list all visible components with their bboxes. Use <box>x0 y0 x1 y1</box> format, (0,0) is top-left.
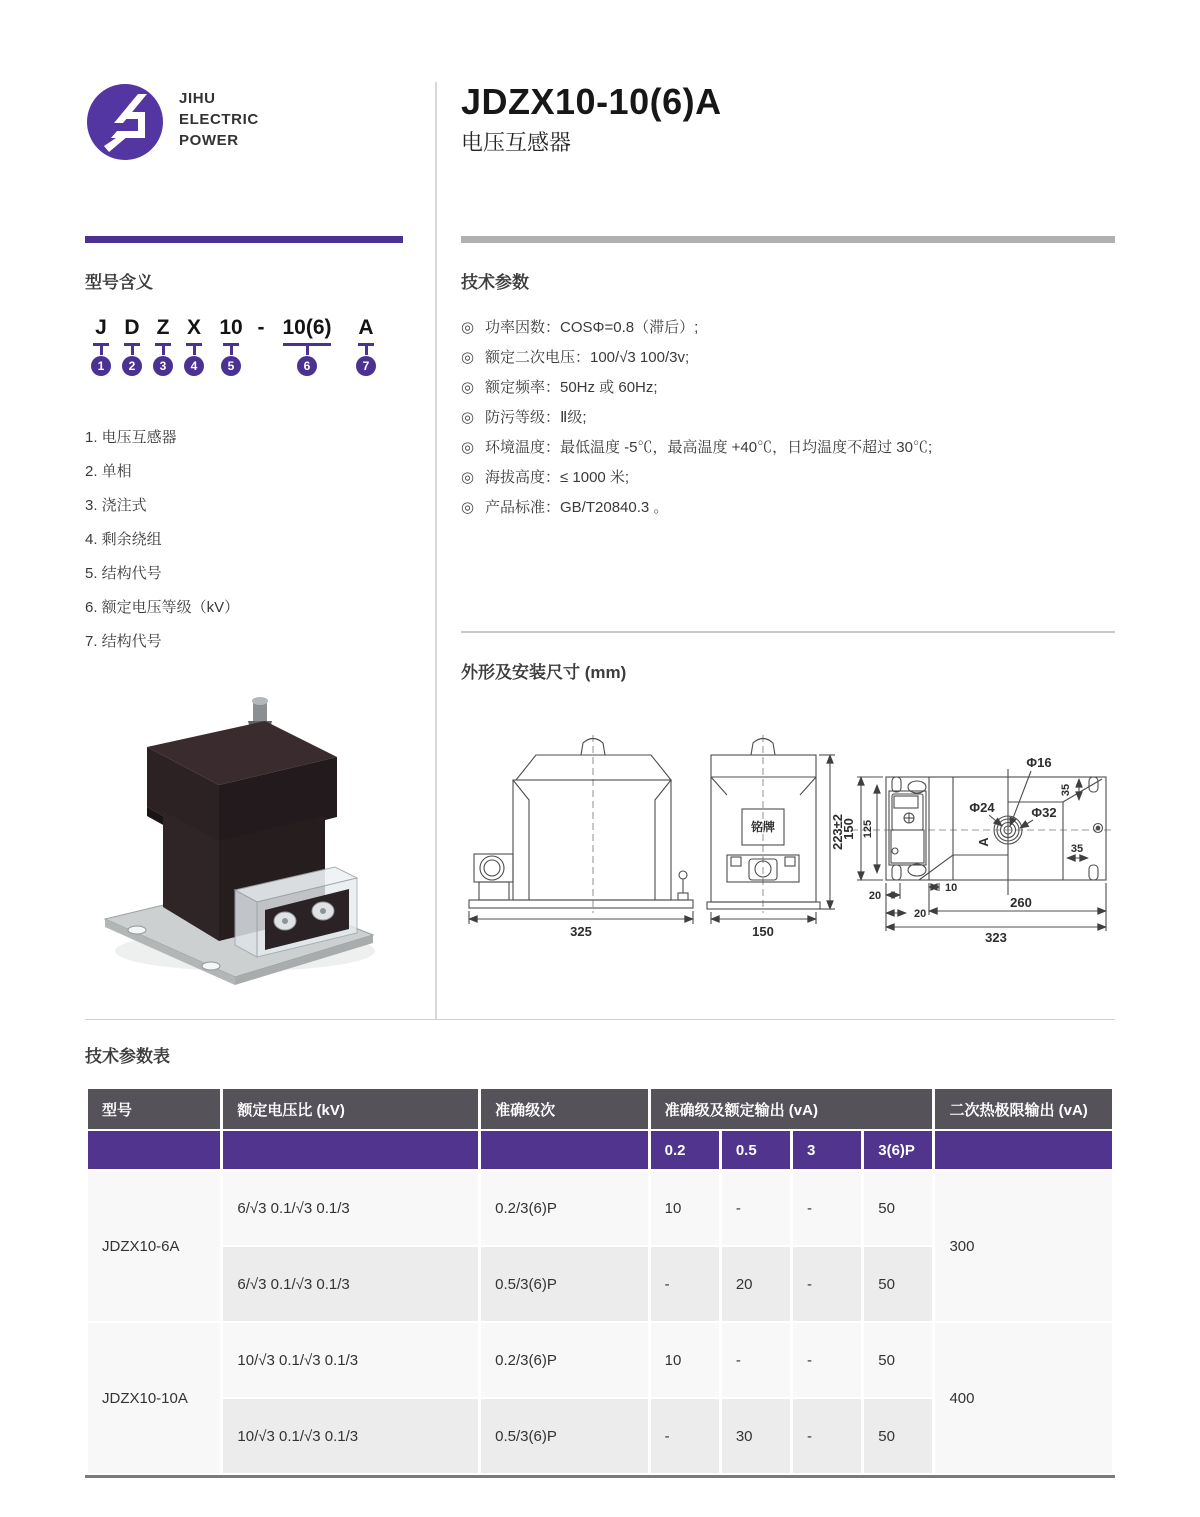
value-cell: 10 <box>651 1171 719 1245</box>
col-header-model: 型号 <box>88 1089 220 1129</box>
double-circle-bullet-icon: ◎ <box>461 319 475 336</box>
company-name <box>179 88 259 151</box>
top150-label: 150 <box>841 818 856 840</box>
model-meaning-heading: 型号含义 <box>85 273 153 292</box>
ratio-cell: 10/√3 0.1/√3 0.1/3 <box>223 1323 478 1397</box>
tech-param-item: ◎ 额定二次电压：100/√3 100/3v; <box>461 343 1115 373</box>
value-cell: 30 <box>722 1399 790 1473</box>
horizontal-divider <box>85 1019 1115 1020</box>
a-marker-label: A <box>976 837 991 847</box>
value-cell: - <box>722 1323 790 1397</box>
logo-line-1: JIHU <box>179 90 216 107</box>
class-cell: 0.5/3(6)P <box>481 1399 647 1473</box>
model-dash: - <box>257 316 265 339</box>
number-badge-4: 4 <box>184 356 204 376</box>
ratio-cell: 10/√3 0.1/√3 0.1/3 <box>223 1399 478 1473</box>
top35-label: 35 <box>1060 783 1072 797</box>
double-circle-bullet-icon: ◎ <box>461 469 475 486</box>
bottom10-label: 10 <box>945 882 958 894</box>
dimensions-heading: 外形及安装尺寸 (mm) <box>461 663 627 682</box>
tech-param-item: ◎ 环境温度：最低温度 -5℃，最高温度 +40℃，日均温度不超过 30℃; <box>461 433 1115 463</box>
model-letter-5: 10 5 <box>215 315 247 376</box>
model-cell: JDZX10-6A <box>88 1171 220 1321</box>
double-circle-bullet-icon: ◎ <box>461 349 475 366</box>
value-cell: 50 <box>864 1399 932 1473</box>
bottom20b-label: 20 <box>914 908 927 920</box>
dia32-label: Φ32 <box>1031 805 1057 820</box>
tech-params-heading: 技术参数 <box>461 273 529 292</box>
tech-params-list <box>461 313 1115 523</box>
value-cell: 50 <box>864 1171 932 1245</box>
model-letter-6: 10(6) 6 <box>277 315 337 376</box>
value-cell: 10 <box>651 1323 719 1397</box>
value-cell: - <box>793 1171 861 1245</box>
subheader-empty <box>88 1131 220 1169</box>
number-badge-7: 7 <box>356 356 376 376</box>
product-title: JDZX10-10(6)A <box>461 81 722 122</box>
right-column <box>435 82 1115 1019</box>
subheader-3: 3 <box>793 1131 861 1169</box>
meaning-item: 4. 剩余绕组 <box>85 531 162 548</box>
side-width-label: 150 <box>752 924 774 939</box>
subheader-empty <box>223 1131 478 1169</box>
dimension-drawings <box>461 727 1115 957</box>
model-letter-3: Z 3 <box>147 315 179 376</box>
value-cell: - <box>793 1399 861 1473</box>
top-section <box>85 82 1115 1019</box>
number-badge-6: 6 <box>297 356 317 376</box>
number-badge-3: 3 <box>153 356 173 376</box>
value-cell: 50 <box>864 1247 932 1321</box>
meaning-item: 7. 结构代号 <box>85 633 162 650</box>
class-cell: 0.2/3(6)P <box>481 1323 647 1397</box>
double-circle-bullet-icon: ◎ <box>461 409 475 426</box>
dia16-label: Φ16 <box>1026 755 1052 770</box>
table-row <box>88 1171 1112 1245</box>
purple-accent-bar <box>85 236 403 243</box>
bottom323-label: 323 <box>985 930 1007 945</box>
meaning-item: 3. 浇注式 <box>85 497 147 514</box>
front-width-label: 325 <box>570 924 592 939</box>
model-letter-7: A 7 <box>350 315 382 376</box>
logo-line-3: POWER <box>179 132 239 149</box>
model-meaning-list <box>85 421 403 659</box>
value-cell: - <box>651 1399 719 1473</box>
table-heading: 技术参数表 <box>85 1047 170 1066</box>
logo-line-2: ELECTRIC <box>179 111 259 128</box>
meaning-item: 1. 电压互感器 <box>85 429 177 446</box>
col-header-class: 准确级次 <box>481 1089 647 1129</box>
value-cell: 20 <box>722 1247 790 1321</box>
value-cell: - <box>793 1247 861 1321</box>
double-circle-bullet-icon: ◎ <box>461 499 475 516</box>
value-cell: - <box>722 1171 790 1245</box>
double-circle-bullet-icon: ◎ <box>461 439 475 456</box>
tech-param-item: ◎ 功率因数：COSΦ=0.8（滞后）; <box>461 313 1115 343</box>
gray-accent-bar <box>461 236 1115 243</box>
subheader-0-2: 0.2 <box>651 1131 719 1169</box>
tech-param-item: ◎ 防污等级：Ⅱ级; <box>461 403 1115 433</box>
thermal-cell: 300 <box>935 1171 1112 1321</box>
number-badge-5: 5 <box>221 356 241 376</box>
model-letter-1: J 1 <box>85 315 117 376</box>
ratio-cell: 6/√3 0.1/√3 0.1/3 <box>223 1171 478 1245</box>
tech-param-item: ◎ 海拔高度：≤ 1000 米; <box>461 463 1115 493</box>
class-cell: 0.5/3(6)P <box>481 1247 647 1321</box>
tech-param-item: ◎ 产品标准：GB/T20840.3 。 <box>461 493 1115 523</box>
table-header-row <box>88 1089 1112 1129</box>
product-subtitle: 电压互感器 <box>461 129 572 155</box>
subheader-3-6p: 3(6)P <box>864 1131 932 1169</box>
section-divider <box>461 631 1115 633</box>
model-cell: JDZX10-10A <box>88 1323 220 1473</box>
thermal-cell: 400 <box>935 1323 1112 1473</box>
value-cell: - <box>651 1247 719 1321</box>
product-photo <box>85 689 385 989</box>
brand-header <box>85 82 403 236</box>
col-header-thermal: 二次热极限输出 (vA) <box>935 1089 1112 1129</box>
subheader-empty <box>935 1131 1112 1169</box>
right35-label: 35 <box>1070 843 1084 855</box>
value-cell: 50 <box>864 1323 932 1397</box>
col-header-output: 准确级及额定输出 (vA) <box>651 1089 933 1129</box>
col-header-ratio: 额定电压比 (kV) <box>223 1089 478 1129</box>
table-subheader-row <box>88 1131 1112 1169</box>
company-logo-icon <box>85 82 165 162</box>
top125-label: 125 <box>862 819 874 839</box>
value-cell: - <box>793 1323 861 1397</box>
dia24-label: Φ24 <box>969 800 995 815</box>
nameplate-label: 铭牌 <box>750 820 776 834</box>
number-badge-1: 1 <box>91 356 111 376</box>
model-letter-4: X 4 <box>178 315 210 376</box>
bottom260-label: 260 <box>1010 895 1032 910</box>
meaning-item: 6. 额定电压等级（kV） <box>85 599 240 616</box>
front-view-drawing <box>469 735 693 939</box>
spec-table <box>85 1087 1115 1475</box>
double-circle-bullet-icon: ◎ <box>461 379 475 396</box>
tech-param-item: ◎ 额定频率：50Hz 或 60Hz; <box>461 373 1115 403</box>
title-block <box>461 82 1115 236</box>
model-letter-2: D 2 <box>116 315 148 376</box>
meaning-item: 5. 结构代号 <box>85 565 162 582</box>
subheader-empty <box>481 1131 647 1169</box>
table-title-row <box>85 1042 1115 1067</box>
table-row <box>88 1323 1112 1397</box>
ratio-cell: 6/√3 0.1/√3 0.1/3 <box>223 1247 478 1321</box>
side-height-label: 223±2 <box>830 813 845 851</box>
left-column <box>85 82 435 1019</box>
bottom20a-label: 20 <box>868 890 882 902</box>
side-view-drawing <box>707 735 845 939</box>
top-view-drawing <box>841 755 1115 945</box>
model-breakdown-diagram <box>85 315 403 401</box>
class-cell: 0.2/3(6)P <box>481 1171 647 1245</box>
meaning-item: 2. 单相 <box>85 463 132 480</box>
number-badge-2: 2 <box>122 356 142 376</box>
spec-table-wrap <box>85 1087 1115 1478</box>
subheader-0-5: 0.5 <box>722 1131 790 1169</box>
